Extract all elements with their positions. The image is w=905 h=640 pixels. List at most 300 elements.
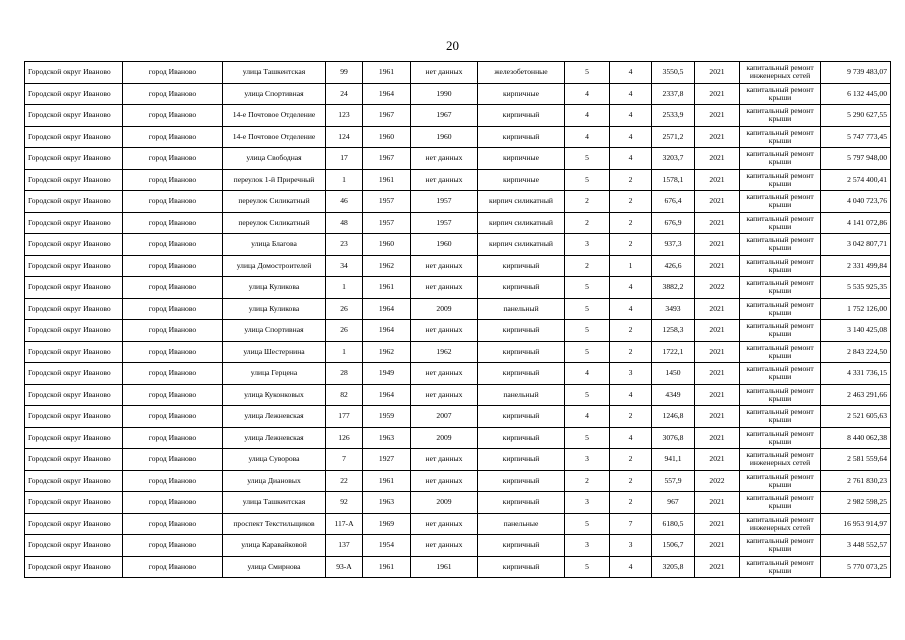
street-cell: улица Шестернина	[223, 341, 326, 363]
street-cell: 14-е Почтовое Отделение	[223, 105, 326, 127]
settlement-cell: город Иваново	[123, 513, 223, 535]
street-cell: 14-е Почтовое Отделение	[223, 126, 326, 148]
area-cell: 676,4	[652, 191, 695, 213]
wall-material-cell: кирпичный	[478, 126, 565, 148]
house-number-cell: 82	[326, 384, 363, 406]
build-year-cell: 1927	[363, 449, 411, 471]
plan-year-cell: 2021	[695, 105, 740, 127]
plan-year-cell: 2021	[695, 341, 740, 363]
settlement-cell: город Иваново	[123, 277, 223, 299]
plan-year-cell: 2021	[695, 406, 740, 428]
entrances-cell: 4	[610, 105, 652, 127]
municipality-cell: Городской округ Иваново	[25, 363, 123, 385]
last-repair-year-cell: 1967	[411, 105, 478, 127]
settlement-cell: город Иваново	[123, 62, 223, 84]
municipality-cell: Городской округ Иваново	[25, 212, 123, 234]
area-cell: 4349	[652, 384, 695, 406]
cost-cell: 8 440 062,38	[821, 427, 891, 449]
plan-year-cell: 2021	[695, 427, 740, 449]
cost-cell: 3 042 807,71	[821, 234, 891, 256]
street-cell: улица Домостроителей	[223, 255, 326, 277]
plan-year-cell: 2021	[695, 384, 740, 406]
settlement-cell: город Иваново	[123, 255, 223, 277]
work-type-cell: капитальный ремонт крыши	[740, 535, 821, 557]
plan-year-cell: 2021	[695, 556, 740, 578]
table-row	[25, 406, 891, 428]
house-number-cell: 46	[326, 191, 363, 213]
plan-year-cell: 2021	[695, 126, 740, 148]
wall-material-cell: кирпичный	[478, 341, 565, 363]
wall-material-cell: кирпичный	[478, 363, 565, 385]
floors-cell: 5	[565, 148, 610, 170]
street-cell: улица Герцена	[223, 363, 326, 385]
area-cell: 676,9	[652, 212, 695, 234]
build-year-cell: 1960	[363, 126, 411, 148]
area-cell: 2337,8	[652, 83, 695, 105]
municipality-cell: Городской округ Иваново	[25, 191, 123, 213]
street-cell: улица Суворова	[223, 449, 326, 471]
work-type-cell: капитальный ремонт крыши	[740, 277, 821, 299]
area-cell: 1450	[652, 363, 695, 385]
municipality-cell: Городской округ Иваново	[25, 148, 123, 170]
work-type-cell: капитальный ремонт крыши	[740, 556, 821, 578]
municipality-cell: Городской округ Иваново	[25, 298, 123, 320]
house-number-cell: 1	[326, 341, 363, 363]
floors-cell: 5	[565, 298, 610, 320]
last-repair-year-cell: нет данных	[411, 470, 478, 492]
work-type-cell: капитальный ремонт крыши	[740, 384, 821, 406]
table-row	[25, 83, 891, 105]
house-number-cell: 23	[326, 234, 363, 256]
cost-cell: 5 797 948,00	[821, 148, 891, 170]
build-year-cell: 1961	[363, 169, 411, 191]
plan-year-cell: 2021	[695, 320, 740, 342]
last-repair-year-cell: 2009	[411, 492, 478, 514]
house-number-cell: 48	[326, 212, 363, 234]
entrances-cell: 4	[610, 62, 652, 84]
table-row	[25, 427, 891, 449]
build-year-cell: 1961	[363, 62, 411, 84]
settlement-cell: город Иваново	[123, 427, 223, 449]
house-number-cell: 26	[326, 298, 363, 320]
settlement-cell: город Иваново	[123, 169, 223, 191]
table-row	[25, 363, 891, 385]
house-number-cell: 26	[326, 320, 363, 342]
settlement-cell: город Иваново	[123, 470, 223, 492]
area-cell: 1722,1	[652, 341, 695, 363]
table-row	[25, 298, 891, 320]
table-row	[25, 169, 891, 191]
street-cell: улица Куликова	[223, 298, 326, 320]
area-cell: 1506,7	[652, 535, 695, 557]
municipality-cell: Городской округ Иваново	[25, 535, 123, 557]
wall-material-cell: кирпич силикатный	[478, 191, 565, 213]
municipality-cell: Городской округ Иваново	[25, 341, 123, 363]
floors-cell: 5	[565, 62, 610, 84]
plan-year-cell: 2021	[695, 148, 740, 170]
house-number-cell: 34	[326, 255, 363, 277]
area-cell: 2533,9	[652, 105, 695, 127]
build-year-cell: 1957	[363, 212, 411, 234]
build-year-cell: 1954	[363, 535, 411, 557]
municipality-cell: Городской округ Иваново	[25, 320, 123, 342]
municipality-cell: Городской округ Иваново	[25, 427, 123, 449]
plan-year-cell: 2021	[695, 255, 740, 277]
cost-cell: 5 290 627,55	[821, 105, 891, 127]
last-repair-year-cell: 2009	[411, 298, 478, 320]
cost-cell: 2 521 605,63	[821, 406, 891, 428]
floors-cell: 5	[565, 384, 610, 406]
last-repair-year-cell: нет данных	[411, 148, 478, 170]
last-repair-year-cell: 1961	[411, 556, 478, 578]
settlement-cell: город Иваново	[123, 341, 223, 363]
build-year-cell: 1963	[363, 427, 411, 449]
plan-year-cell: 2021	[695, 513, 740, 535]
settlement-cell: город Иваново	[123, 556, 223, 578]
table-row	[25, 492, 891, 514]
plan-year-cell: 2021	[695, 191, 740, 213]
wall-material-cell: кирпичный	[478, 449, 565, 471]
work-type-cell: капитальный ремонт инженерных сетей	[740, 513, 821, 535]
page-number: 20	[446, 38, 459, 53]
entrances-cell: 2	[610, 406, 652, 428]
entrances-cell: 2	[610, 212, 652, 234]
house-number-cell: 1	[326, 169, 363, 191]
house-number-cell: 1	[326, 277, 363, 299]
build-year-cell: 1959	[363, 406, 411, 428]
street-cell: улица Ташкентская	[223, 492, 326, 514]
house-number-cell: 93-А	[326, 556, 363, 578]
entrances-cell: 4	[610, 148, 652, 170]
house-number-cell: 177	[326, 406, 363, 428]
wall-material-cell: кирпичный	[478, 556, 565, 578]
settlement-cell: город Иваново	[123, 535, 223, 557]
wall-material-cell: кирпичный	[478, 406, 565, 428]
table-row	[25, 341, 891, 363]
house-number-cell: 117-А	[326, 513, 363, 535]
municipality-cell: Городской округ Иваново	[25, 277, 123, 299]
wall-material-cell: панельные	[478, 513, 565, 535]
settlement-cell: город Иваново	[123, 212, 223, 234]
house-number-cell: 126	[326, 427, 363, 449]
cost-cell: 5 770 073,25	[821, 556, 891, 578]
work-type-cell: капитальный ремонт крыши	[740, 169, 821, 191]
table-row	[25, 191, 891, 213]
entrances-cell: 2	[610, 320, 652, 342]
build-year-cell: 1962	[363, 255, 411, 277]
work-type-cell: капитальный ремонт крыши	[740, 126, 821, 148]
municipality-cell: Городской округ Иваново	[25, 169, 123, 191]
plan-year-cell: 2021	[695, 298, 740, 320]
table-row	[25, 470, 891, 492]
municipality-cell: Городской округ Иваново	[25, 384, 123, 406]
table-row	[25, 277, 891, 299]
municipality-cell: Городской округ Иваново	[25, 556, 123, 578]
entrances-cell: 2	[610, 449, 652, 471]
table-body	[25, 62, 891, 578]
area-cell: 941,1	[652, 449, 695, 471]
entrances-cell: 2	[610, 191, 652, 213]
street-cell: улица Свободная	[223, 148, 326, 170]
last-repair-year-cell: 2009	[411, 427, 478, 449]
work-type-cell: капитальный ремонт инженерных сетей	[740, 62, 821, 84]
area-cell: 2571,2	[652, 126, 695, 148]
wall-material-cell: кирпичные	[478, 148, 565, 170]
last-repair-year-cell: нет данных	[411, 449, 478, 471]
cost-cell: 2 581 559,64	[821, 449, 891, 471]
cost-cell: 16 953 914,97	[821, 513, 891, 535]
area-cell: 967	[652, 492, 695, 514]
house-number-cell: 124	[326, 126, 363, 148]
floors-cell: 4	[565, 83, 610, 105]
floors-cell: 5	[565, 169, 610, 191]
entrances-cell: 4	[610, 126, 652, 148]
cost-cell: 3 140 425,08	[821, 320, 891, 342]
entrances-cell: 1	[610, 255, 652, 277]
last-repair-year-cell: нет данных	[411, 384, 478, 406]
table-row	[25, 535, 891, 557]
municipality-cell: Городской округ Иваново	[25, 449, 123, 471]
settlement-cell: город Иваново	[123, 234, 223, 256]
street-cell: улица Ташкентская	[223, 62, 326, 84]
settlement-cell: город Иваново	[123, 298, 223, 320]
table-row	[25, 320, 891, 342]
cost-cell: 2 331 499,84	[821, 255, 891, 277]
plan-year-cell: 2021	[695, 535, 740, 557]
table-row	[25, 255, 891, 277]
housing-repair-table	[24, 61, 891, 578]
work-type-cell: капитальный ремонт крыши	[740, 148, 821, 170]
last-repair-year-cell: нет данных	[411, 62, 478, 84]
build-year-cell: 1963	[363, 492, 411, 514]
floors-cell: 5	[565, 427, 610, 449]
cost-cell: 5 535 925,35	[821, 277, 891, 299]
build-year-cell: 1962	[363, 341, 411, 363]
entrances-cell: 4	[610, 83, 652, 105]
municipality-cell: Городской округ Иваново	[25, 513, 123, 535]
plan-year-cell: 2021	[695, 169, 740, 191]
last-repair-year-cell: 2007	[411, 406, 478, 428]
plan-year-cell: 2021	[695, 492, 740, 514]
house-number-cell: 22	[326, 470, 363, 492]
last-repair-year-cell: нет данных	[411, 255, 478, 277]
wall-material-cell: кирпичный	[478, 470, 565, 492]
cost-cell: 4 331 736,15	[821, 363, 891, 385]
build-year-cell: 1957	[363, 191, 411, 213]
floors-cell: 2	[565, 212, 610, 234]
table-row	[25, 105, 891, 127]
area-cell: 1578,1	[652, 169, 695, 191]
floors-cell: 2	[565, 470, 610, 492]
plan-year-cell: 2022	[695, 470, 740, 492]
municipality-cell: Городской округ Иваново	[25, 470, 123, 492]
work-type-cell: капитальный ремонт крыши	[740, 406, 821, 428]
build-year-cell: 1964	[363, 298, 411, 320]
settlement-cell: город Иваново	[123, 384, 223, 406]
last-repair-year-cell: нет данных	[411, 513, 478, 535]
house-number-cell: 123	[326, 105, 363, 127]
table-row	[25, 556, 891, 578]
work-type-cell: капитальный ремонт крыши	[740, 427, 821, 449]
house-number-cell: 17	[326, 148, 363, 170]
work-type-cell: капитальный ремонт крыши	[740, 255, 821, 277]
table-row	[25, 384, 891, 406]
build-year-cell: 1949	[363, 363, 411, 385]
last-repair-year-cell: нет данных	[411, 277, 478, 299]
entrances-cell: 4	[610, 277, 652, 299]
street-cell: переулок Силикатный	[223, 191, 326, 213]
floors-cell: 5	[565, 277, 610, 299]
last-repair-year-cell: 1962	[411, 341, 478, 363]
floors-cell: 4	[565, 126, 610, 148]
last-repair-year-cell: 1960	[411, 234, 478, 256]
street-cell: улица Лежневская	[223, 427, 326, 449]
wall-material-cell: кирпичный	[478, 255, 565, 277]
area-cell: 557,9	[652, 470, 695, 492]
wall-material-cell: кирпичные	[478, 169, 565, 191]
floors-cell: 4	[565, 406, 610, 428]
plan-year-cell: 2021	[695, 234, 740, 256]
last-repair-year-cell: 1960	[411, 126, 478, 148]
last-repair-year-cell: 1990	[411, 83, 478, 105]
table-row	[25, 234, 891, 256]
area-cell: 6180,5	[652, 513, 695, 535]
floors-cell: 5	[565, 320, 610, 342]
area-cell: 1246,8	[652, 406, 695, 428]
plan-year-cell: 2021	[695, 62, 740, 84]
build-year-cell: 1969	[363, 513, 411, 535]
municipality-cell: Городской округ Иваново	[25, 83, 123, 105]
cost-cell: 4 141 072,86	[821, 212, 891, 234]
wall-material-cell: кирпич силикатный	[478, 212, 565, 234]
street-cell: переулок 1-й Приречный	[223, 169, 326, 191]
settlement-cell: город Иваново	[123, 406, 223, 428]
house-number-cell: 28	[326, 363, 363, 385]
settlement-cell: город Иваново	[123, 449, 223, 471]
wall-material-cell: кирпичные	[478, 83, 565, 105]
floors-cell: 4	[565, 105, 610, 127]
table-row	[25, 449, 891, 471]
settlement-cell: город Иваново	[123, 320, 223, 342]
street-cell: улица Куликова	[223, 277, 326, 299]
floors-cell: 4	[565, 363, 610, 385]
work-type-cell: капитальный ремонт крыши	[740, 83, 821, 105]
wall-material-cell: железобетонные	[478, 62, 565, 84]
wall-material-cell: кирпичный	[478, 535, 565, 557]
table-row	[25, 126, 891, 148]
wall-material-cell: панельный	[478, 384, 565, 406]
entrances-cell: 2	[610, 470, 652, 492]
entrances-cell: 3	[610, 363, 652, 385]
area-cell: 3550,5	[652, 62, 695, 84]
municipality-cell: Городской округ Иваново	[25, 126, 123, 148]
wall-material-cell: кирпичный	[478, 277, 565, 299]
street-cell: проспект Текстильщиков	[223, 513, 326, 535]
house-number-cell: 99	[326, 62, 363, 84]
plan-year-cell: 2021	[695, 83, 740, 105]
build-year-cell: 1961	[363, 556, 411, 578]
street-cell: улица Лежневская	[223, 406, 326, 428]
street-cell: улица Диановых	[223, 470, 326, 492]
work-type-cell: капитальный ремонт крыши	[740, 470, 821, 492]
entrances-cell: 4	[610, 556, 652, 578]
municipality-cell: Городской округ Иваново	[25, 492, 123, 514]
last-repair-year-cell: нет данных	[411, 169, 478, 191]
municipality-cell: Городской округ Иваново	[25, 105, 123, 127]
last-repair-year-cell: нет данных	[411, 535, 478, 557]
floors-cell: 2	[565, 191, 610, 213]
work-type-cell: капитальный ремонт крыши	[740, 298, 821, 320]
wall-material-cell: кирпичный	[478, 427, 565, 449]
floors-cell: 3	[565, 449, 610, 471]
settlement-cell: город Иваново	[123, 148, 223, 170]
entrances-cell: 3	[610, 535, 652, 557]
floors-cell: 5	[565, 556, 610, 578]
last-repair-year-cell: 1957	[411, 191, 478, 213]
cost-cell: 4 040 723,76	[821, 191, 891, 213]
entrances-cell: 7	[610, 513, 652, 535]
entrances-cell: 4	[610, 384, 652, 406]
entrances-cell: 2	[610, 341, 652, 363]
municipality-cell: Городской округ Иваново	[25, 234, 123, 256]
entrances-cell: 2	[610, 492, 652, 514]
plan-year-cell: 2021	[695, 212, 740, 234]
cost-cell: 2 463 291,66	[821, 384, 891, 406]
area-cell: 3076,8	[652, 427, 695, 449]
last-repair-year-cell: нет данных	[411, 320, 478, 342]
street-cell: улица Каравайковой	[223, 535, 326, 557]
plan-year-cell: 2021	[695, 449, 740, 471]
street-cell: улица Куконковых	[223, 384, 326, 406]
floors-cell: 3	[565, 234, 610, 256]
area-cell: 1258,3	[652, 320, 695, 342]
street-cell: переулок Силикатный	[223, 212, 326, 234]
work-type-cell: капитальный ремонт инженерных сетей	[740, 449, 821, 471]
settlement-cell: город Иваново	[123, 191, 223, 213]
last-repair-year-cell: нет данных	[411, 363, 478, 385]
floors-cell: 2	[565, 255, 610, 277]
cost-cell: 2 982 598,25	[821, 492, 891, 514]
work-type-cell: капитальный ремонт крыши	[740, 212, 821, 234]
build-year-cell: 1964	[363, 83, 411, 105]
street-cell: улица Смирнова	[223, 556, 326, 578]
cost-cell: 2 574 400,41	[821, 169, 891, 191]
cost-cell: 3 448 552,57	[821, 535, 891, 557]
entrances-cell: 2	[610, 234, 652, 256]
house-number-cell: 92	[326, 492, 363, 514]
entrances-cell: 4	[610, 427, 652, 449]
entrances-cell: 2	[610, 169, 652, 191]
cost-cell: 2 843 224,50	[821, 341, 891, 363]
build-year-cell: 1961	[363, 277, 411, 299]
build-year-cell: 1960	[363, 234, 411, 256]
street-cell: улица Спортивная	[223, 83, 326, 105]
plan-year-cell: 2021	[695, 363, 740, 385]
cost-cell: 1 752 126,00	[821, 298, 891, 320]
wall-material-cell: кирпичный	[478, 105, 565, 127]
build-year-cell: 1964	[363, 384, 411, 406]
work-type-cell: капитальный ремонт крыши	[740, 341, 821, 363]
work-type-cell: капитальный ремонт крыши	[740, 191, 821, 213]
cost-cell: 5 747 773,45	[821, 126, 891, 148]
wall-material-cell: панельный	[478, 298, 565, 320]
table-row	[25, 513, 891, 535]
house-number-cell: 24	[326, 83, 363, 105]
work-type-cell: капитальный ремонт крыши	[740, 234, 821, 256]
build-year-cell: 1967	[363, 105, 411, 127]
work-type-cell: капитальный ремонт крыши	[740, 363, 821, 385]
floors-cell: 3	[565, 535, 610, 557]
